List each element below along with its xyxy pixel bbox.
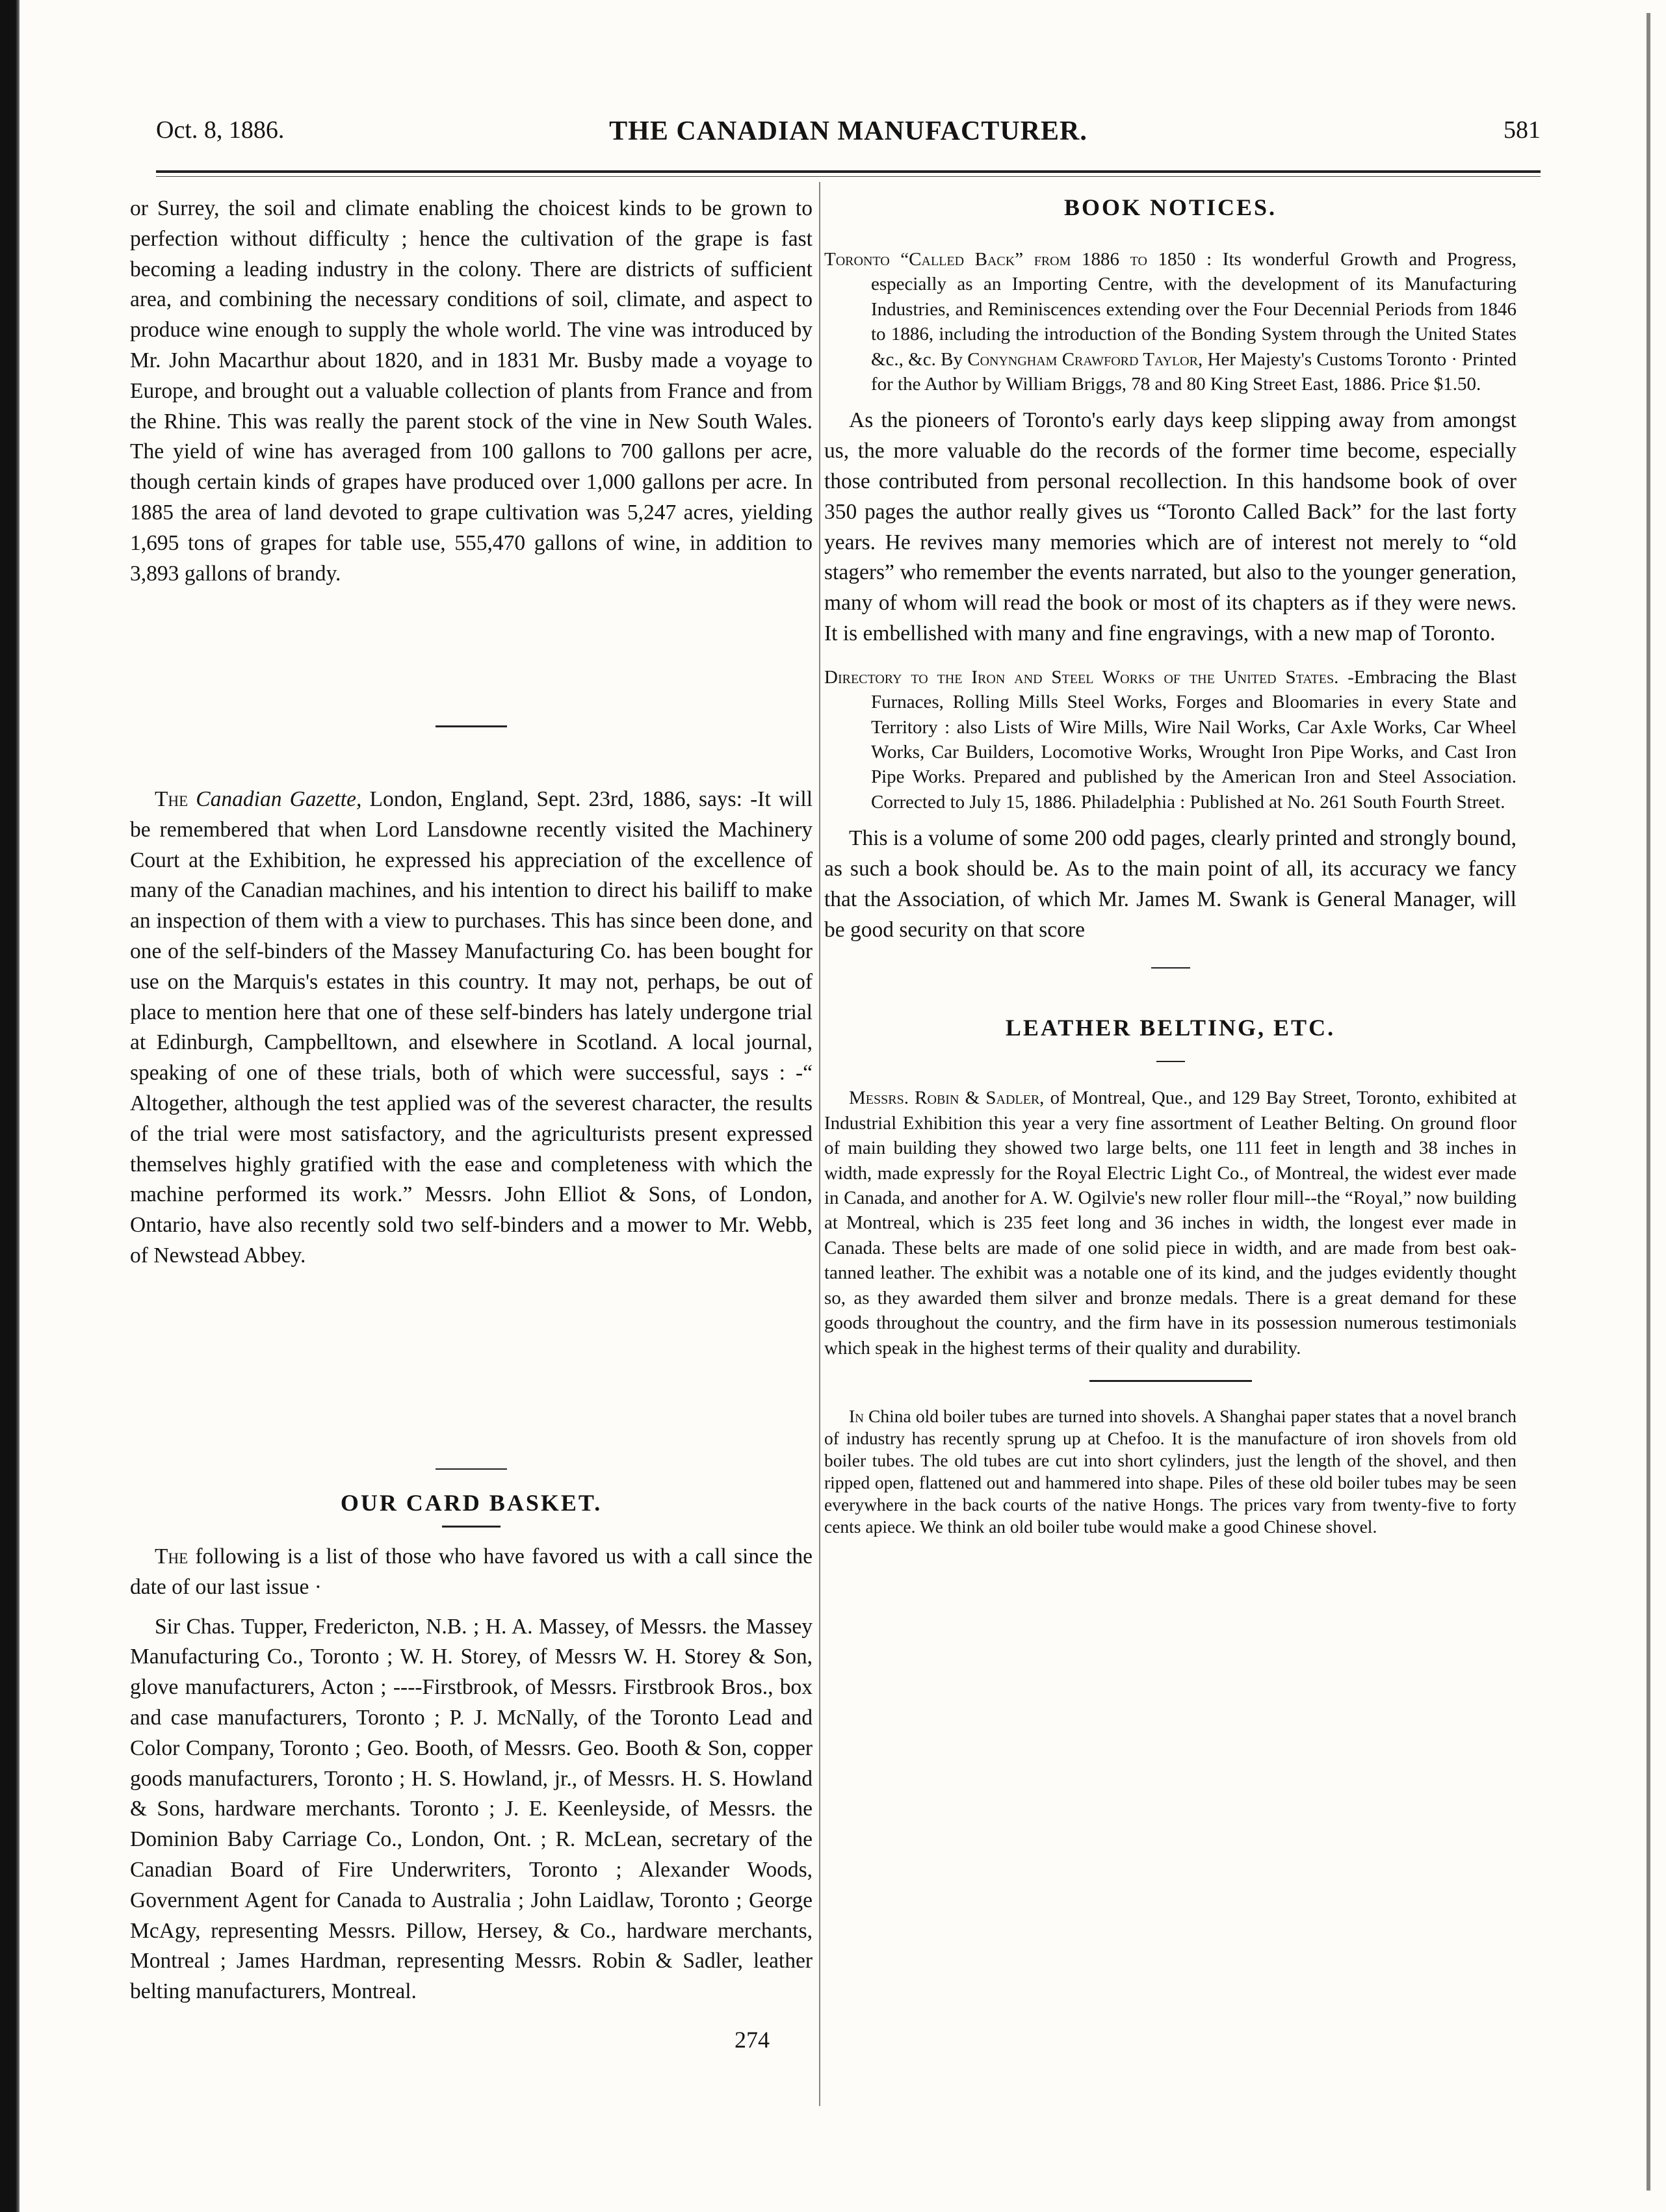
issue-date: Oct. 8, 1886. <box>156 116 285 144</box>
header-rule <box>156 170 1541 177</box>
right-column <box>824 194 1516 1538</box>
left-column <box>130 194 813 2007</box>
leather-belting-lead: Messrs. Robin & Sadler, <box>849 1087 1045 1109</box>
book-review-toronto: As the pioneers of Toronto's early days keep slipping away from amongst us, the more valuable do the records of the former time become, especially those contributed from personal recollection. In this handsome book of over 350 pages the author really gives us “Toronto Called Back” for the last forty years. He revives many memories which are of interest not merely to “old stagers” who remember the events narrated, but also to the younger generation, many of whom will read the book or most of its chapters as if they were news. It is embellished with many and fine engravings, with a new map of Toronto. <box>824 408 1516 646</box>
leather-belting-title: LEATHER BELTING, ETC. <box>1005 1015 1336 1041</box>
page-right-edge <box>1646 13 1650 2191</box>
publication-title: THE CANADIAN MANUFACTURER. <box>609 116 1087 146</box>
section-divider <box>436 1468 507 1470</box>
page-binding-edge <box>0 0 20 2212</box>
china-shovels-note <box>824 1405 1516 1538</box>
gazette-article <box>130 785 813 1441</box>
china-note-text: China old boiler tubes are turned into shovels. A Shanghai paper states that a novel branch of industry has recently sprung up at Chefoo. It is the manufacture of iron shovels from old boiler tubes. The old tubes are cut into short cylinders, just the length of the shovel, and then ripped open, flattened out and hammered into shape. Piles of these old boiler tubes may be seen everywhere in the back courts of the native Hongs. The prices vary from twenty-five to forty cents apiece. We think an old boiler tube would make a good Chinese shovel. <box>824 1405 1516 1537</box>
leather-belting-article <box>824 1086 1516 1360</box>
book-notice-toronto-publisher: Her Majesty's Customs Toronto · Printed for the Author by William Briggs, 78 and 80 King Street East, 1886. Price $1.50. <box>871 348 1517 395</box>
wine-article: or Surrey, the soil and climate enabling the choicest kinds to be grown to perfection without difficulty ; hence the cultivation of the grape is fast becoming a leading industry in the colony. There are districts of sufficient area, and combining the necessary conditions of soil, climate, and aspect to produce wine enough to supply the whole world. The vine was introduced by Mr. John Macarthur about 1820, and in 1831 Mr. Busby made a voyage to Europe, and brought out a valuable collection of plants from France and from the Rhine. This was really the parent stock of the vine in New South Wales. The yield of wine has averaged from 100 gallons to 700 gallons per acre, though certain kinds of grapes have produced over 1,000 gallons per acre. In 1885 the area of land devoted to grape cultivation was 5,247 acres, yielding 1,695 tons of grapes for table use, 555,470 gallons of wine, in addition to 3,893 gallons of brandy. <box>130 196 813 586</box>
title-rule <box>442 1526 501 1528</box>
gazette-source: Canadian Gazette, <box>196 787 362 811</box>
section-divider <box>436 725 507 727</box>
card-basket-intro-text: following is a list of those who have favored us with a call since the date of our last issue · <box>130 1544 813 1599</box>
card-basket-title: OUR CARD BASKET. <box>340 1490 603 1516</box>
book-notice-toronto-title: Toronto “Called Back” from 1886 to 1850 : <box>824 249 1212 270</box>
book-notice-iron-steel <box>824 665 1516 814</box>
title-rule <box>1156 1061 1185 1062</box>
section-divider <box>1151 967 1190 969</box>
book-notice-toronto-text: Its wonderful Growth and Progress, especially as an Importing Centre, with the development of its Manufacturing Industries, and Reminiscences extending over the Four Decennial Periods from 1846 to 1886, including the introduction of the Bonding System through the United States &c., &c. By <box>871 249 1517 370</box>
book-review-iron-steel: This is a volume of some 200 odd pages, clearly printed and strongly bound, as such a book should be. As to the main point of all, its accuracy we fancy that the Association, of which Mr. James M. Swank is General Manager, will be good security on that score <box>824 826 1516 942</box>
card-basket-list: Sir Chas. Tupper, Fredericton, N.B. ; H. A. Massey, of Messrs. the Massey Manufacturing Co., Toronto ; W. H. Storey, of Messrs W. H. Storey & Son, glove manufacturers, Acton ; ----Firstbrook, of Messrs. Firstbrook Bros., box and case manufacturers, Toronto ; P. J. McNally, of the Toronto Lead and Color Company, Toronto ; Geo. Booth, of Messrs. Geo. Booth & Son, copper goods manufacturers, Toronto ; H. S. Howland, jr., of Messrs. H. S. Howland & Sons, hardware merchants. Toronto ; J. E. Keenleyside, of Messrs. the Dominion Baby Carriage Co., London, Ont. ; R. McLean, secretary of the Canadian Board of Fire Underwriters, Toronto ; Alexander Woods, Government Agent for Canada to Australia ; John Laidlaw, Toronto ; George McAgy, representing Messrs. Pillow, Hersey, & Co., hardware merchants, Montreal ; James Hardman, representing Messrs. Robin & Sadler, leather belting manufacturers, Montreal. <box>130 1614 813 2004</box>
book-notice-iron-steel-title: Directory to the Iron and Steel Works of the United States. <box>824 666 1339 688</box>
column-divider <box>819 182 820 2106</box>
book-notice-toronto-author: Conyngham Crawford Taylor, <box>967 348 1203 370</box>
card-basket-intro <box>130 1542 813 1603</box>
book-notice-toronto <box>824 247 1516 397</box>
gazette-text: London, England, Sept. 23rd, 1886, says: -It will be remembered that when Lord Lansdowne recently visited the Machinery Court at the Exhibition, he expressed his appreciation of the excellence of many of the Canadian machines, and his intention to direct his bailiff to make an inspection of them with a view to purchases. This has since been done, and one of the self-binders of the Massey Manufacturing Co. has been bought for use on the Marquis's estates in this country. It may not, perhaps, be out of place to mention here that one of these self-binders has lately undergone trial at Edinburgh, Campbelltown, and elsewhere in Scotland. A local journal, speaking of one of these trials, both of which were successful, says : -“ Altogether, although the test applied was of the severest character, the results of the trial were most satisfactory, and the agriculturists present expressed themselves highly gratified with the ease and completeness with which the machine performed its work.” Messrs. John Elliot & Sons, of London, Ontario, have also recently sold two self-binders and a mower to Mr. Webb, of Newstead Abbey. <box>130 787 813 1268</box>
book-notice-iron-steel-text: -Embracing the Blast Furnaces, Rolling Mills Steel Works, Forges and Bloomaries in every State and Territory : also Lists of Wire Mills, Wire Nail Works, Car Axle Works, Car Wheel Works, Car Builders, Locomotive Works, Wrought Iron Pipe Works, and Cast Iron Pipe Works. Prepared and published by the American Iron and Steel Association. Corrected to July 15, 1886. Philadelphia : Published at No. 261 South Fourth Street. <box>871 666 1517 813</box>
china-note-lead: In <box>849 1405 864 1426</box>
section-divider <box>1089 1380 1252 1382</box>
card-basket-lead: The <box>155 1544 189 1568</box>
folio-number: 274 <box>735 2027 770 2053</box>
page-number: 581 <box>1503 116 1541 144</box>
leather-belting-text: of Montreal, Que., and 129 Bay Street, Toronto, exhibited at Industrial Exhibition this year a very fine assortment of Leather Belting. On ground floor of main building they showed two large belts, one 111 feet in length and 38 inches in width, made expressly for the Royal Electric Light Co., of Montreal, the widest ever made in Canada, and another for A. W. Ogilvie's new roller flour mill--the “Royal,” now building at Montreal, which is 235 feet long and 36 inches in width, the longest ever made in Canada. These belts are made of one solid piece in width, and are made from best oak-tanned leather. The exhibit was a notable one of its kind, and the judges evidently thought so, as they awarded them silver and bronze medals. There is a great demand for these goods throughout the country, and the firm have in its possession numerous testimonials which speak in the highest terms of their quality and durability. <box>824 1087 1516 1359</box>
book-notices-title: BOOK NOTICES. <box>1063 194 1277 220</box>
page-header <box>156 116 1541 155</box>
gazette-lead: The <box>155 787 189 811</box>
